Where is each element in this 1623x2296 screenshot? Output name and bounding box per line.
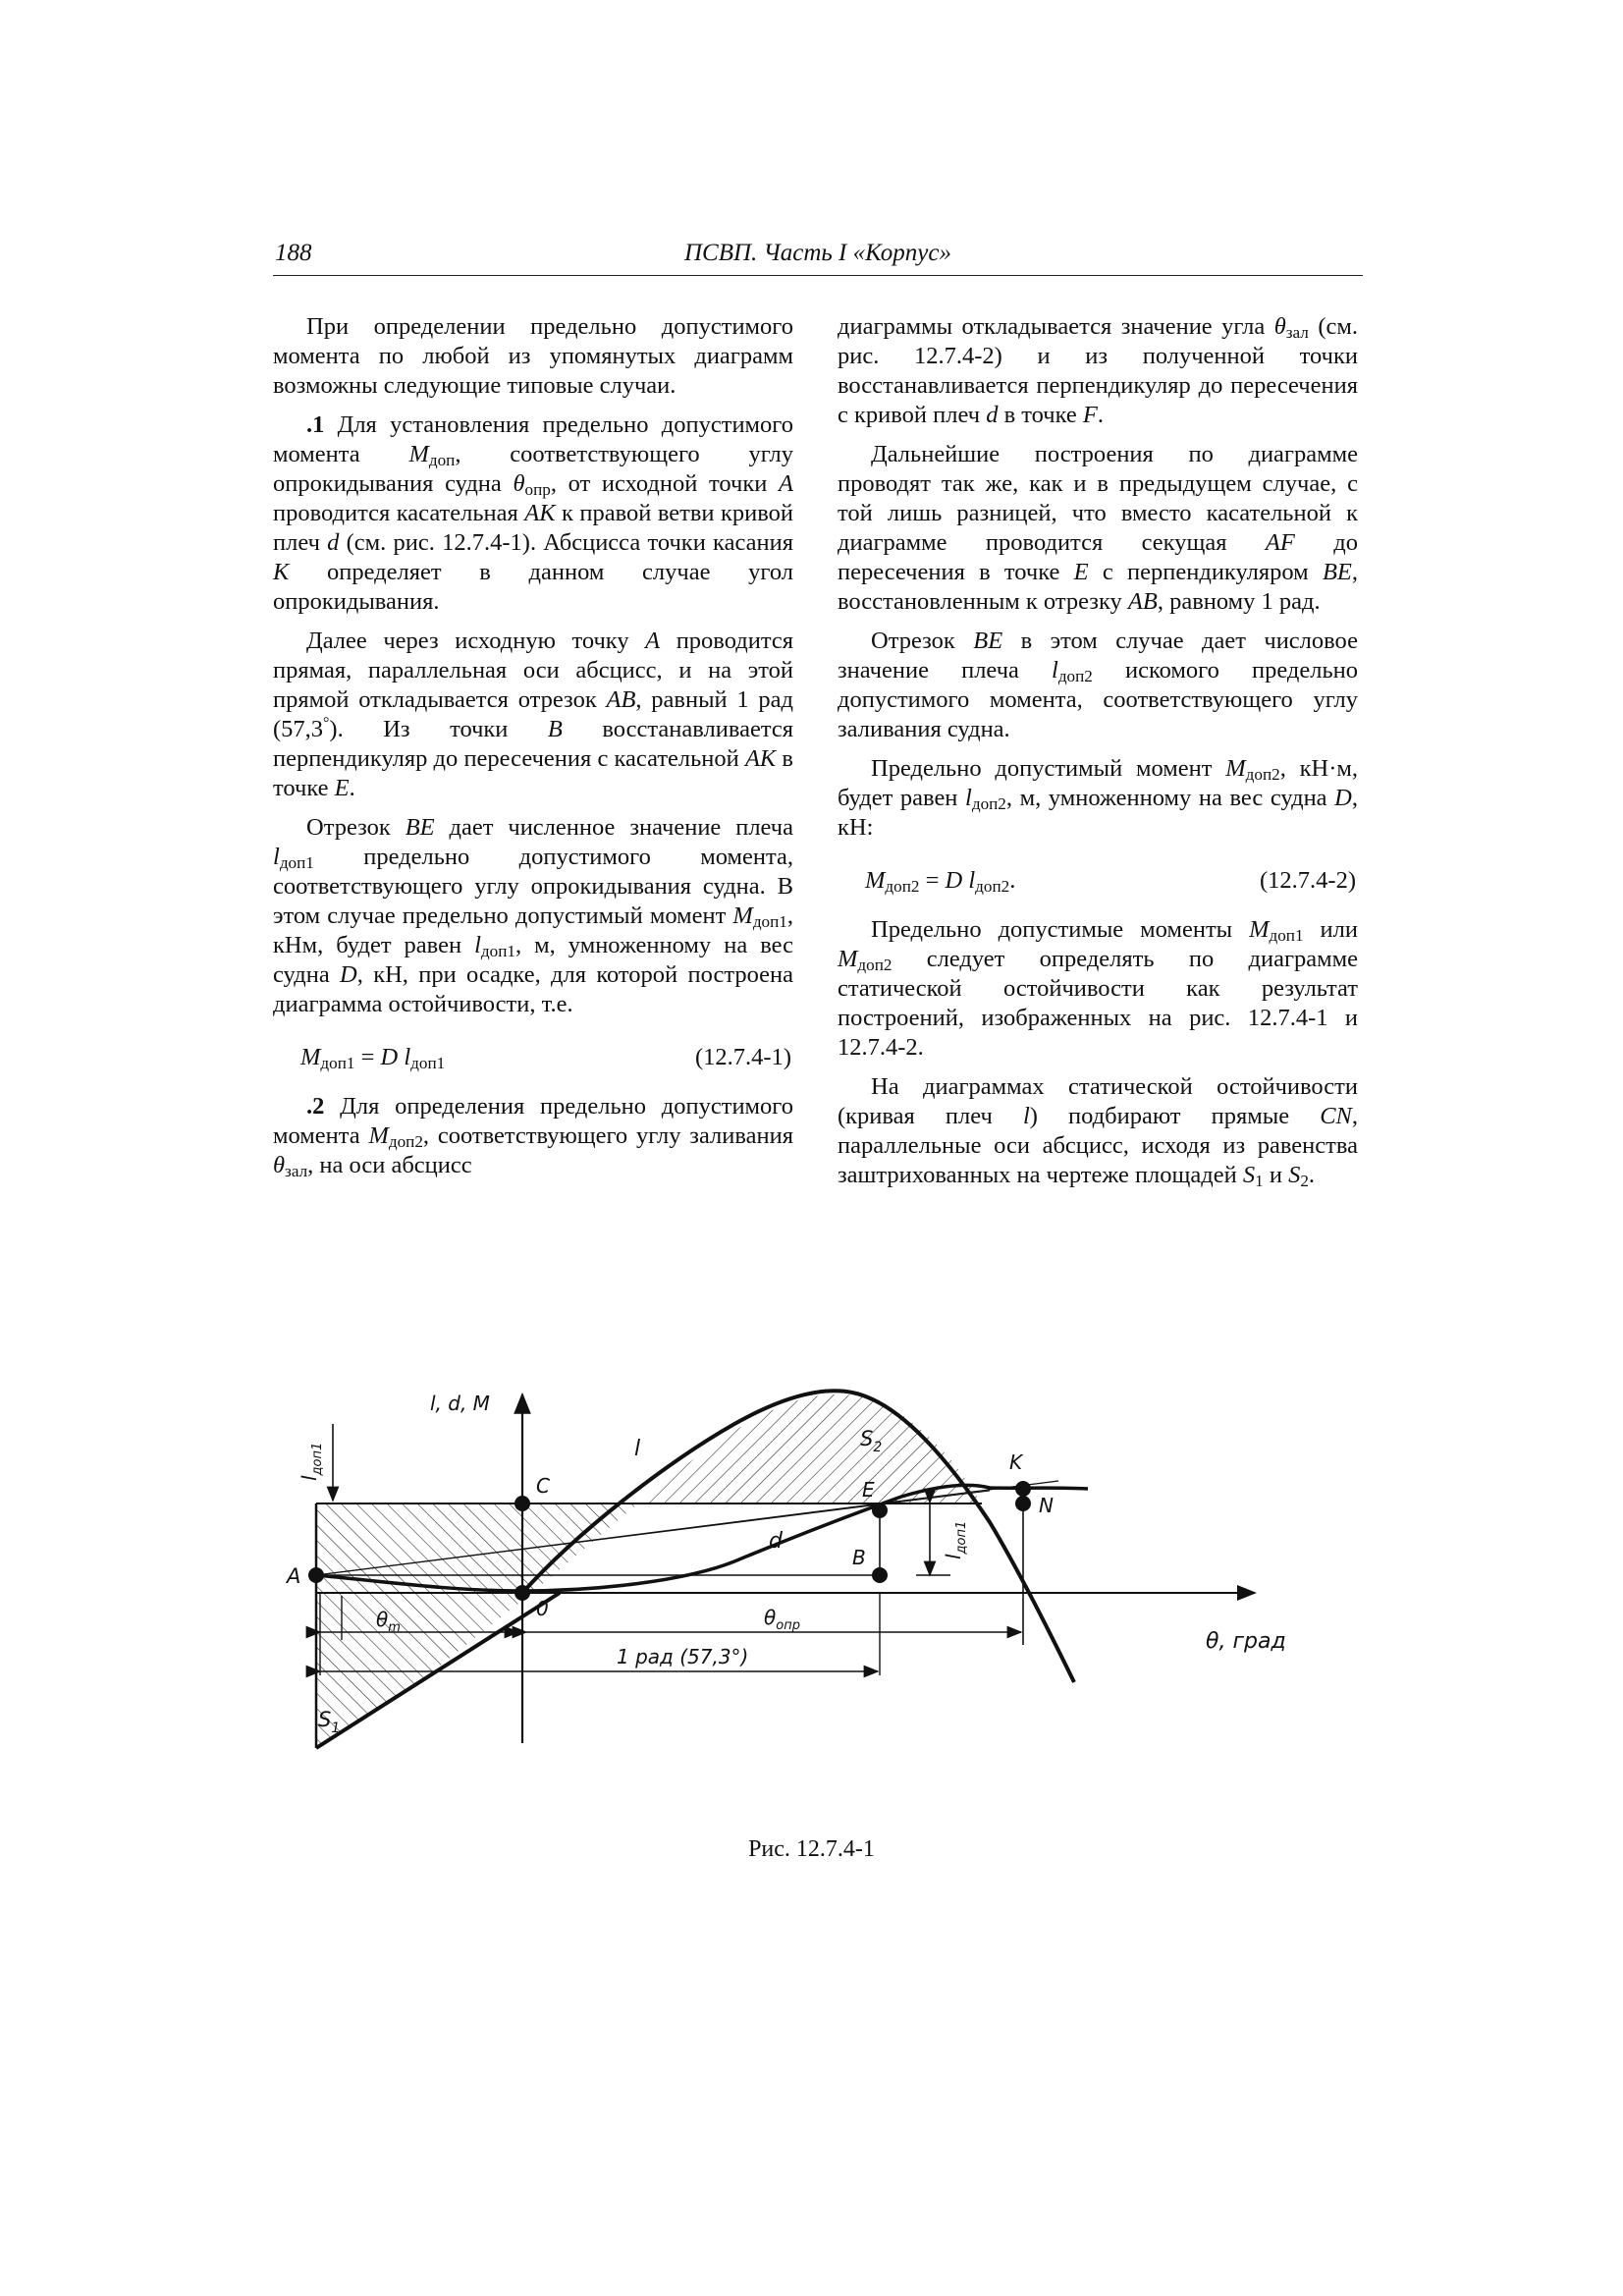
paragraph: Предельно допустимый момент $M_{доп2}$, кН·м, будет равен $l_{доп2}$, м, умноженному на вес судна D, кН: [838, 755, 1358, 841]
running-title: ПСВП. Часть I «Корпус» [684, 240, 951, 266]
label-one-rad: 1 рад (57,3°) [617, 1645, 749, 1668]
right-column [838, 312, 1358, 1200]
equation-12-7-4-2: $M_{доп2} = D$ $l_{доп2}$. (12.7.4-2) [865, 867, 1356, 896]
label-b: B [852, 1546, 866, 1569]
point-k [1015, 1481, 1031, 1497]
label-curve-d: d [769, 1529, 783, 1554]
point-a [308, 1567, 324, 1583]
label-theta-opr: $\theta_{опр}$ [764, 1606, 800, 1633]
point-b [872, 1567, 888, 1583]
paragraph: Предельно допустимые моменты $M_{доп1}$ или $M_{доп2}$ следует определять по диаграмме статической остойчивости как результат построений, изображенных на рис. 12.7.4-1 и 12.7.4-2. [838, 916, 1358, 1061]
paragraph: .2 Для определения предельно допустимого момента $M_{доп2}$, соответствующего углу заливания $\theta_{зал}$, на оси абсцисс [273, 1093, 793, 1180]
label-e: E [862, 1478, 875, 1502]
paragraph: При определении предельно допустимого момента по любой из упомянутых диаграмм возможны следующие типовые случаи. [273, 313, 793, 399]
point-e [872, 1503, 888, 1518]
paragraph: диаграммы откладывается значение угла $\theta_{зал}$ (см. рис. 12.7.4-2) и из полученной точки восстанавливается перпендикуляр до пересечения с кривой плеч d в точке F. [838, 313, 1358, 428]
label-s2: $S_2$ [860, 1427, 883, 1455]
label-o: 0 [536, 1597, 549, 1620]
label-n: N [1039, 1494, 1054, 1517]
label-c: C [536, 1474, 550, 1498]
point-n [1015, 1496, 1031, 1511]
equation-12-7-4-1: $M_{доп1} = D$ $l_{доп1}$ (12.7.4-1) [300, 1044, 791, 1072]
area-s2 [638, 1394, 982, 1503]
running-header [273, 240, 1363, 276]
stability-diagram-figure [273, 1375, 1363, 1827]
label-theta-m: $\theta_m$ [376, 1608, 401, 1635]
label-l-dop1-left: $l_{доп1}$ [298, 1442, 325, 1481]
paragraph: Далее через исходную точку A проводится прямая, параллельная оси абсцисс, и на этой прямой откладывается отрезок AB, равный 1 рад (57,3°). Из точки B восстанавливается перпендикуляр до пересечения с касательной AK в точке E. [273, 628, 794, 801]
equation-number: (12.7.4-1) [695, 1044, 791, 1070]
paragraph: На диаграммах статической остойчивости (кривая плеч l) подбирают прямые CN, параллельные оси абсцисс, исходя из равенства заштрихованных на чертеже площадей $S_1$ и $S_2$. [838, 1073, 1358, 1190]
left-column [273, 312, 793, 1190]
y-axis-label: l, d, M [430, 1392, 490, 1415]
figure-caption: Рис. 12.7.4-1 [748, 1836, 875, 1862]
stability-diagram [273, 1375, 1363, 1827]
label-curve-l: l [634, 1437, 641, 1461]
area-s1-upper [316, 1503, 638, 1596]
paragraph: Дальнейшие построения по диаграмме проводят так же, как и в предыдущем случае, с той лишь разницей, что вместо касательной к диаграмме проводится секущая AF до пересечения в точке E с перпендикуляром BE, восстановленным к отрезку AB, равному 1 рад. [838, 441, 1359, 615]
point-c [514, 1496, 530, 1511]
page-number: 188 [275, 240, 312, 266]
paragraph: Отрезок BE дает численное значение плеча $l_{доп1}$ предельно допустимого момента, соответствующего углу опрокидывания судна. В этом случае предельно допустимый момент $M_{доп1}$, кНм, будет равен $l_{доп1}$, м, умноженному на вес судна D, кН, при осадке, для которой построена диаграмма остойчивости, т.е. [273, 814, 794, 1017]
equation-number: (12.7.4-2) [1260, 867, 1356, 894]
label-a: A [287, 1564, 301, 1588]
label-s1: $S_1$ [318, 1708, 341, 1736]
label-k: K [1009, 1450, 1023, 1474]
paragraph: Отрезок BE в этом случае дает числовое значение плеча $l_{доп2}$ искомого предельно допустимого момента, соответствующего углу заливания судна. [838, 628, 1358, 742]
label-l-dop1-right: $l_{доп1}$ [942, 1520, 969, 1559]
point-o [514, 1585, 530, 1601]
x-axis-label: θ, град [1206, 1629, 1286, 1654]
paragraph: .1 Для установления предельно допустимого момента $M_{доп}$, соответствующего углу опрокидывания судна $\theta_{опр}$, от исходной точки A проводится касательная AK к правой ветви кривой плеч d (см. рис. 12.7.4-1). Абсцисса точки касания K определяет в данном случае угол опрокидывания. [273, 411, 793, 615]
